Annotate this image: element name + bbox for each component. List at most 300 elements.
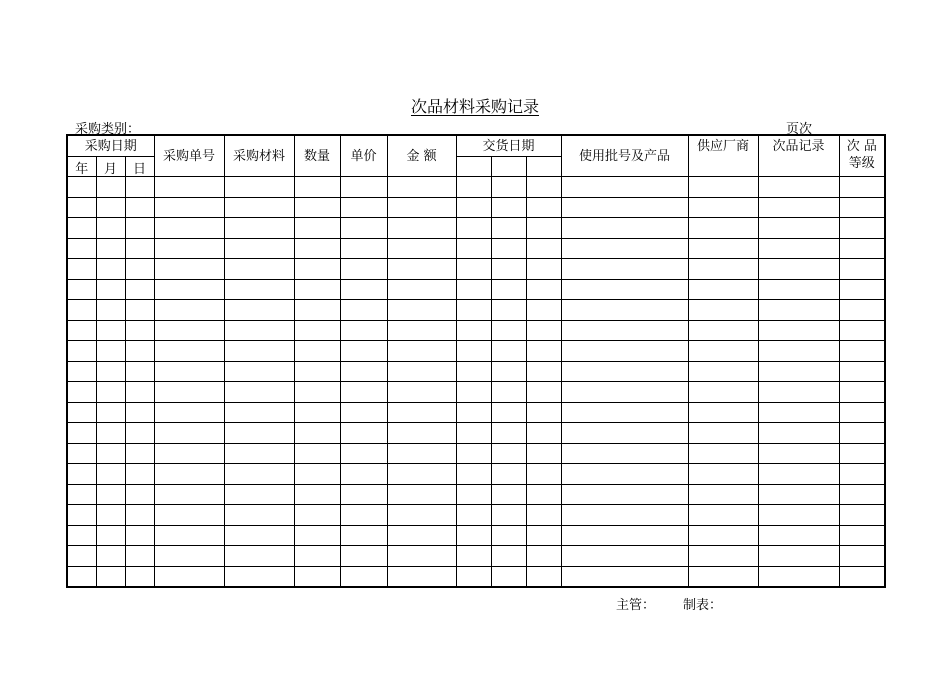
table-row xyxy=(67,382,885,403)
table-cell xyxy=(125,361,154,382)
table-cell xyxy=(224,197,294,218)
table-cell xyxy=(67,525,96,546)
header-unit-price: 单价 xyxy=(340,135,387,177)
table-cell xyxy=(67,402,96,423)
table-cell xyxy=(526,361,561,382)
table-cell xyxy=(224,505,294,526)
table-cell xyxy=(561,505,688,526)
table-cell xyxy=(294,341,340,362)
table-row xyxy=(67,423,885,444)
table-cell xyxy=(67,423,96,444)
table-cell xyxy=(125,238,154,259)
table-cell xyxy=(387,484,456,505)
table-cell xyxy=(67,443,96,464)
table-cell xyxy=(67,484,96,505)
header-material: 采购材料 xyxy=(224,135,294,177)
table-cell xyxy=(456,402,491,423)
table-cell xyxy=(125,382,154,403)
table-cell xyxy=(456,197,491,218)
table-cell xyxy=(456,505,491,526)
table-cell xyxy=(688,320,758,341)
table-cell xyxy=(839,566,885,587)
table-cell xyxy=(294,218,340,239)
table-cell xyxy=(154,341,224,362)
table-cell xyxy=(125,341,154,362)
table-cell xyxy=(839,361,885,382)
table-cell xyxy=(491,505,526,526)
table-cell xyxy=(526,484,561,505)
table-cell xyxy=(758,300,839,321)
table-cell xyxy=(526,320,561,341)
table-cell xyxy=(758,546,839,567)
table-cell xyxy=(561,361,688,382)
table-cell xyxy=(340,566,387,587)
header-defect-record: 次品记录 xyxy=(758,135,839,177)
table-cell xyxy=(340,238,387,259)
table-cell xyxy=(456,279,491,300)
table-cell xyxy=(96,341,125,362)
table-cell xyxy=(340,464,387,485)
table-cell xyxy=(491,320,526,341)
table-cell xyxy=(67,546,96,567)
table-cell xyxy=(561,259,688,280)
table-cell xyxy=(96,218,125,239)
table-cell xyxy=(96,177,125,198)
table-cell xyxy=(561,443,688,464)
table-cell xyxy=(526,300,561,321)
table-cell xyxy=(387,341,456,362)
supervisor-label: 主管： xyxy=(616,598,656,613)
table-cell xyxy=(294,279,340,300)
table-cell xyxy=(688,218,758,239)
table-cell xyxy=(526,238,561,259)
table-cell xyxy=(561,320,688,341)
table-cell xyxy=(688,402,758,423)
table-cell xyxy=(294,197,340,218)
table-cell xyxy=(67,320,96,341)
table-cell xyxy=(340,423,387,444)
table-cell xyxy=(294,238,340,259)
header-day: 日 xyxy=(125,157,154,177)
preparer-label: 制表： xyxy=(683,598,723,613)
table-cell xyxy=(491,443,526,464)
table-cell xyxy=(96,443,125,464)
table-row xyxy=(67,402,885,423)
table-cell xyxy=(526,279,561,300)
table-cell xyxy=(688,177,758,198)
table-cell xyxy=(340,443,387,464)
table-cell xyxy=(96,402,125,423)
table-cell xyxy=(294,443,340,464)
table-cell xyxy=(224,279,294,300)
table-cell xyxy=(67,238,96,259)
table-row xyxy=(67,505,885,526)
table-cell xyxy=(387,382,456,403)
table-cell xyxy=(561,402,688,423)
table-cell xyxy=(340,525,387,546)
table-cell xyxy=(387,320,456,341)
table-cell xyxy=(224,464,294,485)
table-cell xyxy=(224,443,294,464)
table-cell xyxy=(294,402,340,423)
header-quantity: 数量 xyxy=(294,135,340,177)
form-title: 次品材料采购记录 xyxy=(410,97,539,116)
table-cell xyxy=(96,279,125,300)
table-cell xyxy=(688,566,758,587)
table-cell xyxy=(340,197,387,218)
table-row xyxy=(67,546,885,567)
table-cell xyxy=(456,484,491,505)
table-cell xyxy=(340,402,387,423)
table-cell xyxy=(154,320,224,341)
header-grade-line1: 次 品 xyxy=(846,139,877,154)
table-cell xyxy=(294,320,340,341)
table-cell xyxy=(688,279,758,300)
table-cell xyxy=(526,525,561,546)
table-cell xyxy=(758,238,839,259)
table-cell xyxy=(758,505,839,526)
table-cell xyxy=(839,464,885,485)
table-cell xyxy=(294,505,340,526)
table-cell xyxy=(387,546,456,567)
table-cell xyxy=(125,505,154,526)
table-cell xyxy=(758,177,839,198)
table-cell xyxy=(224,259,294,280)
table-cell xyxy=(154,259,224,280)
table-row xyxy=(67,525,885,546)
header-delivery-day xyxy=(526,157,561,177)
table-cell xyxy=(526,218,561,239)
table-cell xyxy=(561,300,688,321)
table-cell xyxy=(125,566,154,587)
table-row xyxy=(67,443,885,464)
table-cell xyxy=(154,238,224,259)
table-cell xyxy=(688,238,758,259)
table-cell xyxy=(758,218,839,239)
table-cell xyxy=(125,525,154,546)
table-cell xyxy=(387,443,456,464)
table-cell xyxy=(839,546,885,567)
table-cell xyxy=(224,238,294,259)
table-cell xyxy=(688,525,758,546)
table-cell xyxy=(96,423,125,444)
table-cell xyxy=(688,423,758,444)
header-year: 年 xyxy=(67,157,96,177)
table-cell xyxy=(387,177,456,198)
header-delivery-date: 交货日期 xyxy=(456,135,561,157)
table-cell xyxy=(154,382,224,403)
table-cell xyxy=(688,361,758,382)
table-row xyxy=(67,238,885,259)
table-cell xyxy=(154,197,224,218)
table-cell xyxy=(688,505,758,526)
table-cell xyxy=(125,218,154,239)
table-cell xyxy=(67,259,96,280)
table-cell xyxy=(526,341,561,362)
table-cell xyxy=(67,197,96,218)
table-cell xyxy=(456,238,491,259)
table-cell xyxy=(491,546,526,567)
table-cell xyxy=(561,546,688,567)
header-month: 月 xyxy=(96,157,125,177)
table-cell xyxy=(294,525,340,546)
table-row xyxy=(67,320,885,341)
table-cell xyxy=(96,382,125,403)
table-cell xyxy=(340,546,387,567)
category-label: 采购类别： xyxy=(75,122,141,137)
table-cell xyxy=(491,177,526,198)
table-cell xyxy=(96,320,125,341)
table-cell xyxy=(96,525,125,546)
table-cell xyxy=(491,238,526,259)
table-cell xyxy=(491,218,526,239)
table-cell xyxy=(294,484,340,505)
table-cell xyxy=(154,300,224,321)
table-cell xyxy=(526,443,561,464)
table-cell xyxy=(561,484,688,505)
table-cell xyxy=(839,279,885,300)
table-cell xyxy=(125,546,154,567)
table-cell xyxy=(491,361,526,382)
table-cell xyxy=(526,546,561,567)
header-grade-line2: 等级 xyxy=(848,156,875,171)
table-cell xyxy=(224,525,294,546)
table-row xyxy=(67,177,885,198)
table-cell xyxy=(67,464,96,485)
table-cell xyxy=(758,423,839,444)
table-cell xyxy=(758,197,839,218)
table-cell xyxy=(125,259,154,280)
table-cell xyxy=(758,259,839,280)
table-cell xyxy=(561,566,688,587)
table-cell xyxy=(154,361,224,382)
table-row xyxy=(67,300,885,321)
table-cell xyxy=(387,361,456,382)
table-cell xyxy=(387,279,456,300)
table-cell xyxy=(561,464,688,485)
table-cell xyxy=(758,464,839,485)
table-cell xyxy=(526,177,561,198)
table-cell xyxy=(154,546,224,567)
table-cell xyxy=(96,197,125,218)
table-cell xyxy=(387,238,456,259)
header-amount: 金 额 xyxy=(387,135,456,177)
table-cell xyxy=(154,177,224,198)
table-cell xyxy=(340,218,387,239)
table-cell xyxy=(456,382,491,403)
table-cell xyxy=(387,464,456,485)
table-cell xyxy=(758,443,839,464)
table-cell xyxy=(154,525,224,546)
table-cell xyxy=(154,566,224,587)
table-cell xyxy=(294,546,340,567)
table-cell xyxy=(224,361,294,382)
table-cell xyxy=(340,300,387,321)
table-cell xyxy=(456,218,491,239)
table-cell xyxy=(839,341,885,362)
table-cell xyxy=(96,464,125,485)
table-cell xyxy=(758,320,839,341)
table-row xyxy=(67,464,885,485)
table-cell xyxy=(456,300,491,321)
table-cell xyxy=(839,382,885,403)
table-cell xyxy=(561,197,688,218)
table-cell xyxy=(561,279,688,300)
header-purchase-date: 采购日期 xyxy=(67,135,154,157)
table-cell xyxy=(125,177,154,198)
page-label: 页次 xyxy=(786,122,813,137)
table-cell xyxy=(340,361,387,382)
header-order-no: 采购单号 xyxy=(154,135,224,177)
table-cell xyxy=(491,566,526,587)
table-cell xyxy=(340,341,387,362)
table-cell xyxy=(839,218,885,239)
table-cell xyxy=(125,464,154,485)
table-cell xyxy=(688,464,758,485)
table-cell xyxy=(839,300,885,321)
table-cell xyxy=(839,402,885,423)
table-cell xyxy=(688,546,758,567)
table-cell xyxy=(456,177,491,198)
table-cell xyxy=(456,320,491,341)
table-cell xyxy=(154,279,224,300)
table-cell xyxy=(526,197,561,218)
table-row xyxy=(67,361,885,382)
table-cell xyxy=(387,423,456,444)
table-cell xyxy=(491,402,526,423)
table-cell xyxy=(67,300,96,321)
table-cell xyxy=(561,423,688,444)
table-cell xyxy=(224,402,294,423)
table-cell xyxy=(387,218,456,239)
table-cell xyxy=(224,320,294,341)
table-row xyxy=(67,259,885,280)
table-row xyxy=(67,341,885,362)
table-cell xyxy=(526,464,561,485)
table-cell xyxy=(491,525,526,546)
table-cell xyxy=(491,382,526,403)
table-cell xyxy=(340,279,387,300)
table-cell xyxy=(688,197,758,218)
table-cell xyxy=(67,566,96,587)
table-cell xyxy=(688,382,758,403)
table-cell xyxy=(154,423,224,444)
table-cell xyxy=(67,279,96,300)
table-cell xyxy=(125,443,154,464)
table-cell xyxy=(839,423,885,444)
table-cell xyxy=(387,566,456,587)
table-cell xyxy=(154,218,224,239)
table-cell xyxy=(125,300,154,321)
table-cell xyxy=(561,341,688,362)
table-cell xyxy=(839,238,885,259)
header-delivery-month xyxy=(491,157,526,177)
table-cell xyxy=(526,382,561,403)
table-cell xyxy=(491,464,526,485)
table-cell xyxy=(456,341,491,362)
table-cell xyxy=(491,279,526,300)
table-cell xyxy=(224,566,294,587)
table-cell xyxy=(294,259,340,280)
table-cell xyxy=(294,361,340,382)
table-cell xyxy=(224,484,294,505)
table-cell xyxy=(387,197,456,218)
table-cell xyxy=(387,525,456,546)
table-cell xyxy=(340,177,387,198)
table-cell xyxy=(387,505,456,526)
table-cell xyxy=(67,505,96,526)
table-cell xyxy=(758,566,839,587)
table-cell xyxy=(758,279,839,300)
table-cell xyxy=(125,484,154,505)
table-cell xyxy=(688,484,758,505)
table-row xyxy=(67,197,885,218)
table-cell xyxy=(491,423,526,444)
table-cell xyxy=(561,382,688,403)
header-row-1 xyxy=(67,135,885,157)
table-cell xyxy=(688,300,758,321)
table-cell xyxy=(839,259,885,280)
table-cell xyxy=(125,197,154,218)
table-cell xyxy=(224,546,294,567)
table-cell xyxy=(125,279,154,300)
table-cell xyxy=(154,402,224,423)
table-cell xyxy=(839,525,885,546)
table-cell xyxy=(456,259,491,280)
table-cell xyxy=(491,341,526,362)
table-cell xyxy=(561,238,688,259)
table-cell xyxy=(340,505,387,526)
table-cell xyxy=(456,464,491,485)
table-cell xyxy=(67,382,96,403)
table-cell xyxy=(526,259,561,280)
table-cell xyxy=(340,259,387,280)
table-cell xyxy=(224,341,294,362)
header-delivery-year xyxy=(456,157,491,177)
table-cell xyxy=(526,505,561,526)
table-cell xyxy=(154,464,224,485)
header-defect-grade xyxy=(839,135,885,177)
table-row xyxy=(67,484,885,505)
table-cell xyxy=(758,402,839,423)
table-cell xyxy=(294,464,340,485)
table-cell xyxy=(96,484,125,505)
table-cell xyxy=(839,320,885,341)
table-cell xyxy=(224,177,294,198)
table-cell xyxy=(758,382,839,403)
table-cell xyxy=(387,300,456,321)
table-cell xyxy=(839,443,885,464)
table-cell xyxy=(96,566,125,587)
table-cell xyxy=(491,300,526,321)
table-cell xyxy=(561,218,688,239)
table-cell xyxy=(839,505,885,526)
table-row xyxy=(67,218,885,239)
table-cell xyxy=(96,300,125,321)
table-cell xyxy=(154,443,224,464)
table-row xyxy=(67,566,885,587)
table-cell xyxy=(456,361,491,382)
table-cell xyxy=(758,341,839,362)
table-cell xyxy=(839,484,885,505)
table-cell xyxy=(96,505,125,526)
table-cell xyxy=(758,361,839,382)
table-cell xyxy=(67,341,96,362)
table-cell xyxy=(125,423,154,444)
table-cell xyxy=(125,402,154,423)
table-cell xyxy=(456,566,491,587)
table-cell xyxy=(294,566,340,587)
